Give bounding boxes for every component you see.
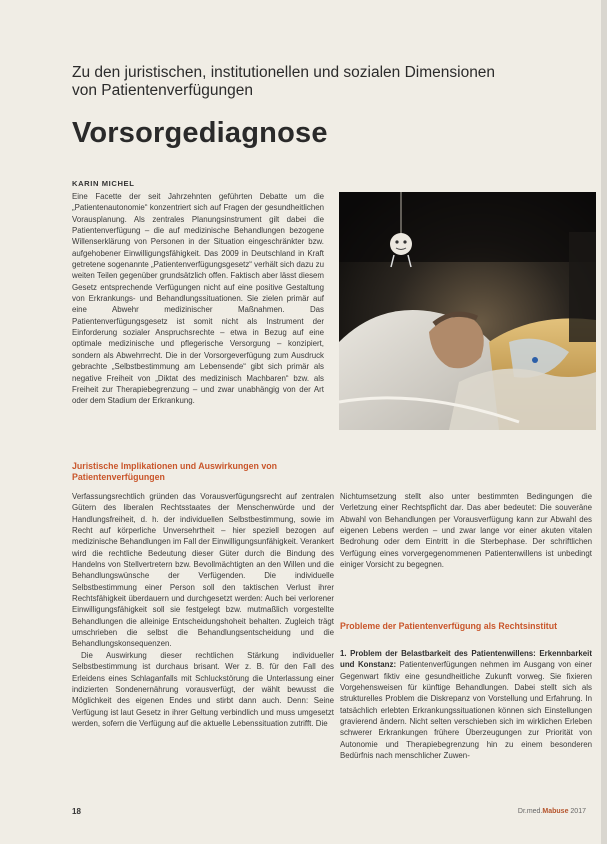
section2-text: Patientenverfügungen nehmen im Ausgang von einer Gegenwart fiktiv eine gesundheitliche Zukunft vorweg. Sie fixieren Vorgehensweisen für künftige Behandlungen. Dabei stellt sich als strukturelles Problem die Diskrepanz von Vorstellung und Erfahrung. In tatsächlich erlebten Erkrankungssituationen können sich Einstellungen gravierend ändern. Nicht selten verschieben sich im wirklichen Erleben schwerer Erkrankungen frühere Überzeugungen zur Priorität von Autonomie und Therapiebegrenzung hin zu einem besonderen Bedürfnis nach menschlicher Zuwen- <box>340 660 592 761</box>
section2-body <box>340 648 592 761</box>
page-number: 18 <box>72 807 81 816</box>
right-column-text: Nichtumsetzung stellt also unter bestimmten Bedingungen die Verletzung einer Rechtspflicht dar. Das aber bedeutet: Die souveräne Abwahl von Behandlungen per Vorausverfügung kann zur Abwahl des eigenen Lebens werden – und zwar lange vor einer akuten vitalen Bedrohung oder dem Eintritt in die Sterbephase. Der schriftlichen Verfügung eines vorvergegenommenen Patientenwillens ist unbedingt einiger Vorsicht zu begegnen. <box>340 492 592 570</box>
kicker-line-1: Zu den juristischen, institutionellen und sozialen Dimensionen <box>72 64 496 81</box>
section-heading-probleme: Probleme der Patientenverfügung als Rechtsinstitut <box>340 621 558 631</box>
publication-suffix: 2017 <box>568 808 586 815</box>
article-photo <box>339 192 596 430</box>
section2-paragraph <box>340 648 592 761</box>
publication-name <box>518 808 586 815</box>
section2-lead: 1. Problem der Belastbarkeit des Patientenwillens: Erkennbarkeit und Konstanz: <box>340 649 592 670</box>
section1-paragraph-1: Verfassungsrechtlich gründen das Vorausverfügungsrecht auf zentralen Gütern des liberalen Rechtsstaates der Menschenwürde und der Handlungsfreiheit, d. h. der individuellen Selbstbestimmung, sowie im Recht auf körperliche Unversehrtheit – hier speziell bezogen auf medizinische Behandlungen im Fall der Einwilligungsunfähigkeit. Verankert wird die rechtliche Bedeutung dieser Güter durch die Bindung des Handelns von Stellvertretern bzw. Bevollmächtigten an den Willen und die Behandlungswünsche der Verfügenden. Die individuelle Selbstbestimmung einer Person soll den taktischen Verlust ihrer Rechtsfähigkeit überdauern und durchgesetzt werden: Auch bei verlorener Einwilligungsfähigkeit soll sie festgelegt bzw. mutmaßlich vorgestellte Behandlungen die alleinige Entscheidungshoheit behalten. Zugleich trägt umschrieben die selbst die Behandlungsentscheidung und die Behandlungskonsequenzen. <box>72 492 334 649</box>
kicker-line-2: von Patientenverfügungen <box>72 82 253 99</box>
section1-paragraph-2: Die Auswirkung dieser rechtlichen Stärkung individueller Selbstbestimmung ist durchaus brisant. Wer z. B. für den Fall des Erleidens eines Schlaganfalls mit Schluckstörung die Unterlassung einer indizierten Sondenernährung vorausverfügt, der wählt bewusst die Möglichkeit des eigenen Endes und stirbt dann auch. Denn: Seine Verfügung ist laut Gesetz in ihrer Geltung verbindlich und muss umgesetzt werden, sofern die Verfügung auf die aktuelle Lebenssituation zutrifft. Die <box>72 650 334 728</box>
section-heading-juristische-implikationen: Juristische Implikationen und Auswirkungen von Patientenverfügungen <box>72 461 277 482</box>
publication-prefix: Dr.med. <box>517 808 543 815</box>
article-author: KARIN MICHEL <box>72 179 135 188</box>
page-footer <box>72 807 592 821</box>
section1-body <box>72 491 334 729</box>
page-edge <box>601 0 607 844</box>
publication-brand: Mabuse <box>542 808 569 815</box>
intro-paragraph <box>72 191 324 407</box>
intro-text: Eine Facette der seit Jahrzehnten geführten Debatte um die „Patientenautonomie“ konzentriert sich auf Fragen der gesundheitlichen Vorausplanung. Als zentrales Planungsinstrument gilt dabei die Patientenverfügung – die auf medizinische Behandlungen bezogene Willenserklärung von Personen in der Situation eingeschränkter bzw. aufgehobener Einwilligungsfähigkeit. Das 2009 in Deutschland in Kraft getretene sogenannte „Patientenverfügungsgesetz“ verhält sich dazu zu weiten Teilen gegenüber grundsätzlich offen. Faktisch aber lässt diesem Gesetz entsprechende Verfügungen nicht auf eine positive Gestaltung von Erkrankungs- und Behandlungssituationen. Sie zielen primär auf eine Abwehr medizinischer Maßnahmen. Das Patientenverfügungsgesetz ist somit nicht als Instrument der Einforderung sozialer Anspruchsrechte – etwa in Bezug auf eine optimale medizinische und pflegerische Versorgung – konzipiert, sondern als Abwehrrecht. Die in der Vorsorgeverfügung zum Ausdruck gebrachte „Selbstbestimmung am Lebensende“ gibt sich primär als negative Freiheit von „Diktat des medizinisch Machbaren“ bzw. als Freiheit zur Therapiebegrenzung – und zwar unabhängig von der Art oder dem Stadium der Erkrankung. <box>72 192 324 406</box>
right-column-continuation <box>340 491 592 570</box>
article-title: Vorsorgediagnose <box>72 117 328 149</box>
hospital-patient-photo-icon <box>339 192 596 430</box>
article-kicker <box>72 64 552 100</box>
